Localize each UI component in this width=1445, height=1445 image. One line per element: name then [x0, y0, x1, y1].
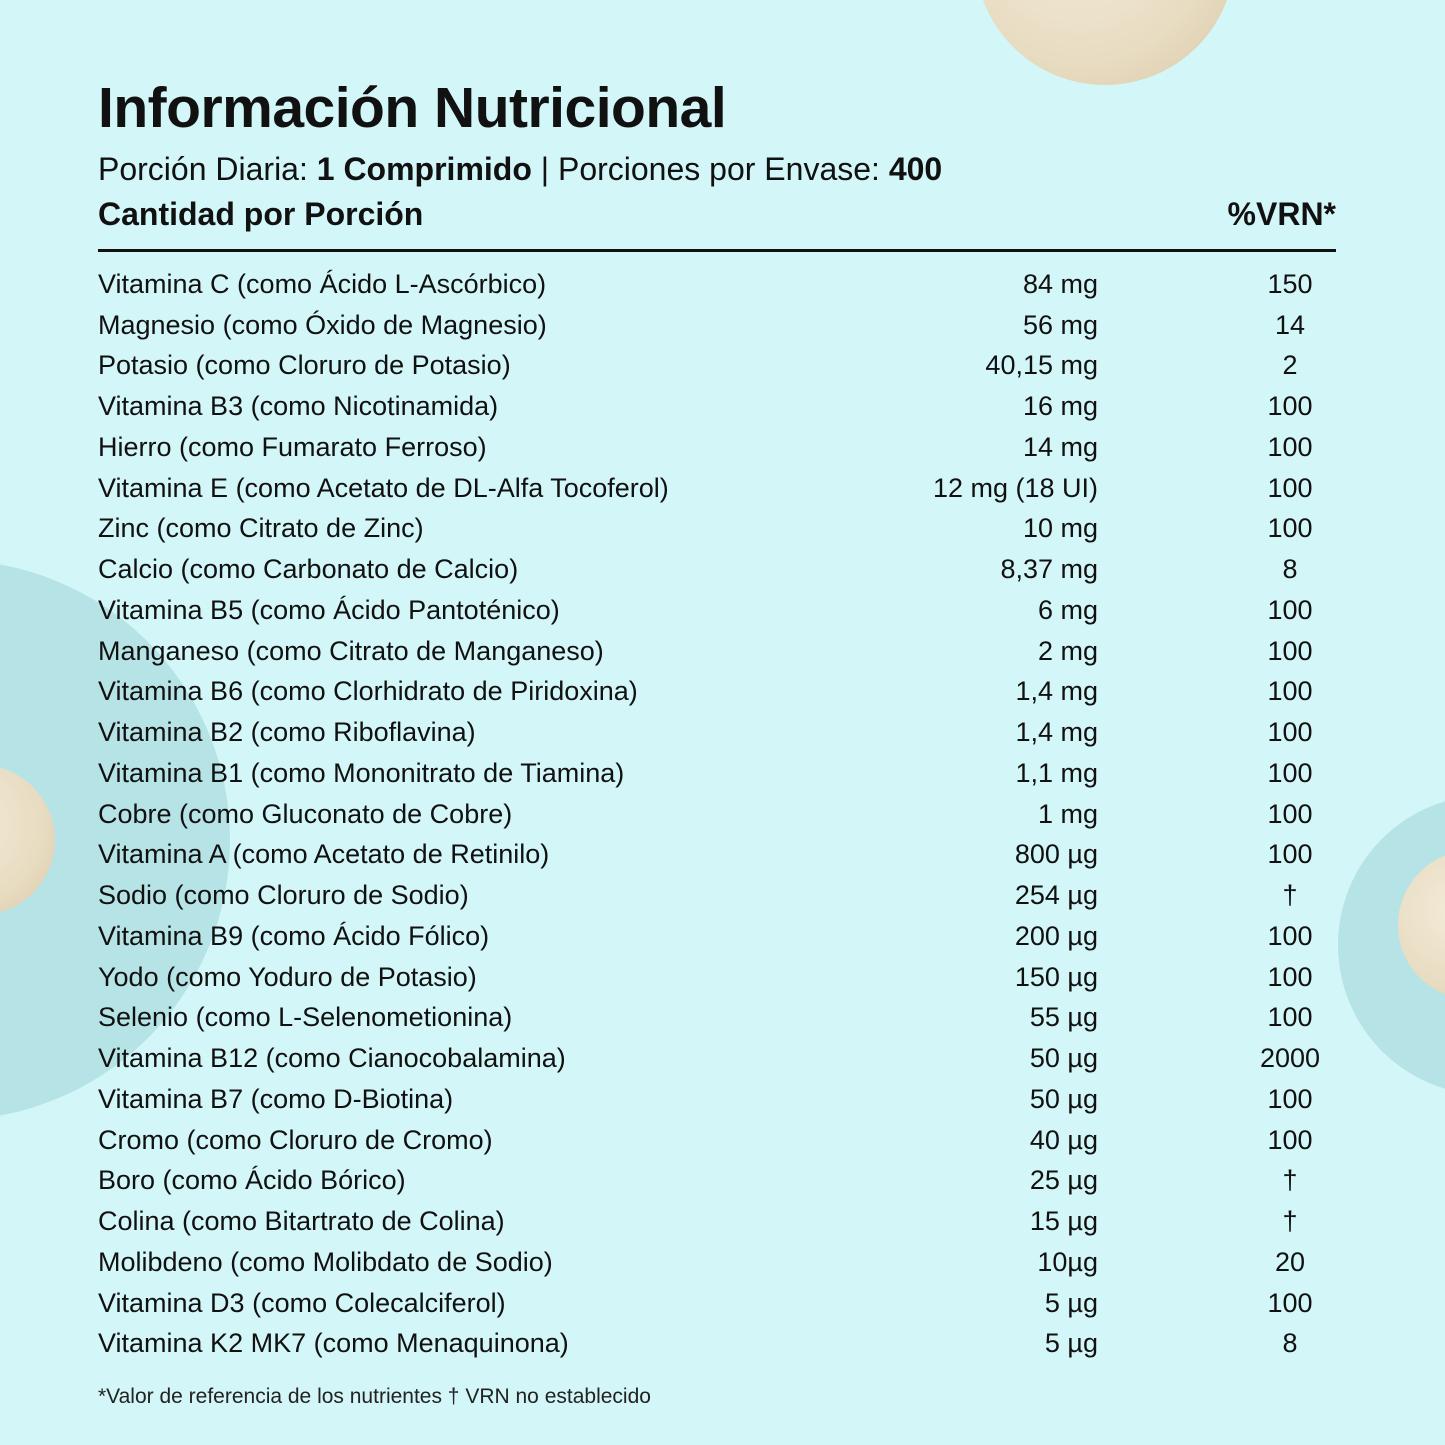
- nutrient-vrn: 100: [1267, 798, 1313, 829]
- nutrient-vrn: 100: [1267, 635, 1313, 666]
- nutrient-name: Vitamina E (como Acetato de DL-Alfa Tocoferol): [98, 472, 669, 503]
- table-row: [98, 305, 1338, 346]
- nutrient-name: Potasio (como Cloruro de Potasio): [98, 350, 511, 381]
- table-row: [98, 712, 1338, 753]
- nutrient-name: Calcio (como Carbonato de Calcio): [98, 554, 519, 585]
- nutrient-vrn: 100: [1267, 1124, 1313, 1155]
- table-row: [98, 794, 1338, 835]
- nutrient-amount: 2 mg: [1037, 635, 1098, 666]
- table-row: [98, 835, 1338, 876]
- nutrient-vrn: 100: [1267, 472, 1313, 503]
- nutrient-name: Vitamina B2 (como Riboflavina): [98, 717, 476, 748]
- nutrient-amount: 6 mg: [1037, 594, 1098, 625]
- nutrient-amount: 1,4 mg: [1015, 676, 1098, 707]
- nutrient-vrn: 100: [1267, 1083, 1313, 1114]
- nutrient-name: Magnesio (como Óxido de Magnesio): [98, 309, 547, 340]
- table-row: [98, 1201, 1338, 1242]
- table-row: [98, 1283, 1338, 1324]
- nutrient-name: Cobre (como Gluconato de Cobre): [98, 798, 513, 829]
- nutrient-vrn: 100: [1267, 676, 1313, 707]
- nutrient-name: Cromo (como Cloruro de Cromo): [98, 1124, 493, 1155]
- nutrient-vrn: 14: [1274, 309, 1306, 340]
- nutrient-vrn: 100: [1267, 920, 1313, 951]
- nutrient-amount: 14 mg: [1022, 431, 1098, 462]
- nutrient-amount: 15 µg: [1029, 1206, 1098, 1237]
- table-row: [98, 753, 1338, 794]
- nutrient-name: Vitamina D3 (como Colecalciferol): [98, 1287, 506, 1318]
- table-row: [98, 631, 1338, 672]
- nutrient-name: Boro (como Ácido Bórico): [98, 1165, 406, 1196]
- nutrient-amount: 16 mg: [1022, 391, 1098, 422]
- table-row: [98, 998, 1338, 1039]
- vrn-header: %VRN*: [1227, 196, 1336, 232]
- nutrient-amount: 1,1 mg: [1015, 757, 1098, 788]
- servings-value: 400: [888, 151, 943, 187]
- nutrient-name: Vitamina B3 (como Nicotinamida): [98, 391, 499, 422]
- nutrient-name: Vitamina C (como Ácido L-Ascórbico): [98, 268, 547, 299]
- nutrient-name: Sodio (como Cloruro de Sodio): [98, 880, 469, 911]
- portion-value: 1 Comprimido: [316, 151, 532, 187]
- nutrient-vrn: 2000: [1259, 1043, 1321, 1074]
- nutrient-amount: 5 µg: [1044, 1328, 1098, 1359]
- nutrient-amount: 56 mg: [1022, 309, 1098, 340]
- nutrient-amount: 10µg: [1037, 1246, 1098, 1277]
- portion-info: [98, 147, 1338, 191]
- nutrient-amount: 200 µg: [1014, 920, 1098, 951]
- table-row: [98, 386, 1338, 427]
- nutrient-vrn: 150: [1267, 268, 1313, 299]
- table-row: [98, 264, 1338, 305]
- nutrient-amount: 254 µg: [1014, 880, 1098, 911]
- nutrient-name: Vitamina B5 (como Ácido Pantoténico): [98, 594, 560, 625]
- nutrient-amount: 55 µg: [1029, 1002, 1098, 1033]
- nutrient-vrn: 100: [1267, 757, 1313, 788]
- nutrient-vrn: 100: [1267, 1287, 1313, 1318]
- nutrient-amount: 5 µg: [1044, 1287, 1098, 1318]
- nutrient-amount: 12 mg (18 UI): [932, 472, 1098, 503]
- nutrient-name: Vitamina B6 (como Clorhidrato de Piridoxina): [98, 676, 638, 707]
- nutrition-header: [98, 75, 1338, 252]
- nutrient-name: Hierro (como Fumarato Ferroso): [98, 431, 487, 462]
- nutrient-amount: 40 µg: [1029, 1124, 1098, 1155]
- nutrient-vrn: 100: [1267, 1002, 1313, 1033]
- table-row: [98, 1038, 1338, 1079]
- nutrient-amount: 25 µg: [1029, 1165, 1098, 1196]
- nutrient-amount: 8,37 mg: [1000, 554, 1098, 585]
- table-row: [98, 957, 1338, 998]
- nutrient-name: Selenio (como L-Selenometionina): [98, 1002, 513, 1033]
- nutrient-amount: 50 µg: [1029, 1043, 1098, 1074]
- nutrient-vrn: 8: [1282, 554, 1298, 585]
- nutrient-vrn: 20: [1274, 1246, 1306, 1277]
- nutrient-amount: 150 µg: [1014, 961, 1098, 992]
- table-row: [98, 1079, 1338, 1120]
- nutrient-vrn: †: [1282, 880, 1298, 911]
- nutrient-name: Manganeso (como Citrato de Manganeso): [98, 635, 604, 666]
- header-divider: [98, 249, 1336, 252]
- table-row: [98, 1120, 1338, 1161]
- page-title: Información Nutricional: [98, 76, 727, 140]
- nutrient-name: Colina (como Bitartrato de Colina): [98, 1206, 505, 1237]
- nutrient-amount: 84 mg: [1022, 268, 1098, 299]
- table-row: [98, 1161, 1338, 1202]
- nutrient-amount: 40,15 mg: [985, 350, 1098, 381]
- nutrient-amount: 1,4 mg: [1015, 717, 1098, 748]
- nutrient-vrn: †: [1282, 1165, 1298, 1196]
- portion-label: Porción Diaria:: [98, 151, 317, 187]
- amount-per-serving-header: Cantidad por Porción: [98, 196, 424, 232]
- nutrient-amount: 1 mg: [1037, 798, 1098, 829]
- table-row: [98, 672, 1338, 713]
- nutrient-vrn: 100: [1267, 391, 1313, 422]
- table-row: [98, 509, 1338, 550]
- portion-separator: | Porciones por Envase:: [531, 151, 889, 187]
- nutrient-name: Vitamina B7 (como D-Biotina): [98, 1083, 454, 1114]
- table-row: [98, 916, 1338, 957]
- nutrient-vrn: 100: [1267, 431, 1313, 462]
- table-row: [98, 875, 1338, 916]
- nutrient-vrn: 100: [1267, 594, 1313, 625]
- nutrient-vrn: 8: [1282, 1328, 1298, 1359]
- nutrient-vrn: 100: [1267, 839, 1313, 870]
- nutrient-name: Vitamina A (como Acetato de Retinilo): [98, 839, 550, 870]
- nutrient-amount: 10 mg: [1022, 513, 1098, 544]
- nutrient-vrn: †: [1282, 1206, 1298, 1237]
- nutrient-vrn: 2: [1282, 350, 1298, 381]
- table-row: [98, 346, 1338, 387]
- nutrient-name: Zinc (como Citrato de Zinc): [98, 513, 424, 544]
- nutrient-vrn: 100: [1267, 717, 1313, 748]
- nutrient-vrn: 100: [1267, 513, 1313, 544]
- footnote: *Valor de referencia de los nutrientes † VRN no establecido: [98, 1385, 651, 1408]
- nutrient-name: Vitamina B12 (como Cianocobalamina): [98, 1043, 566, 1074]
- table-row: [98, 1242, 1338, 1283]
- tablet-image-top: [975, 0, 1235, 85]
- nutrient-name: Vitamina B1 (como Mononitrato de Tiamina): [98, 757, 625, 788]
- nutrient-name: Vitamina B9 (como Ácido Fólico): [98, 920, 490, 951]
- table-row: [98, 590, 1338, 631]
- nutrient-table: [98, 264, 1338, 1364]
- nutrient-name: Yodo (como Yoduro de Potasio): [98, 961, 477, 992]
- table-row: [98, 1324, 1338, 1365]
- nutrient-name: Vitamina K2 MK7 (como Menaquinona): [98, 1328, 569, 1359]
- table-row: [98, 468, 1338, 509]
- table-row: [98, 549, 1338, 590]
- table-row: [98, 427, 1338, 468]
- nutrient-amount: 800 µg: [1014, 839, 1098, 870]
- table-header: [98, 193, 1336, 235]
- nutrient-vrn: 100: [1267, 961, 1313, 992]
- nutrient-amount: 50 µg: [1029, 1083, 1098, 1114]
- nutrient-name: Molibdeno (como Molibdato de Sodio): [98, 1246, 553, 1277]
